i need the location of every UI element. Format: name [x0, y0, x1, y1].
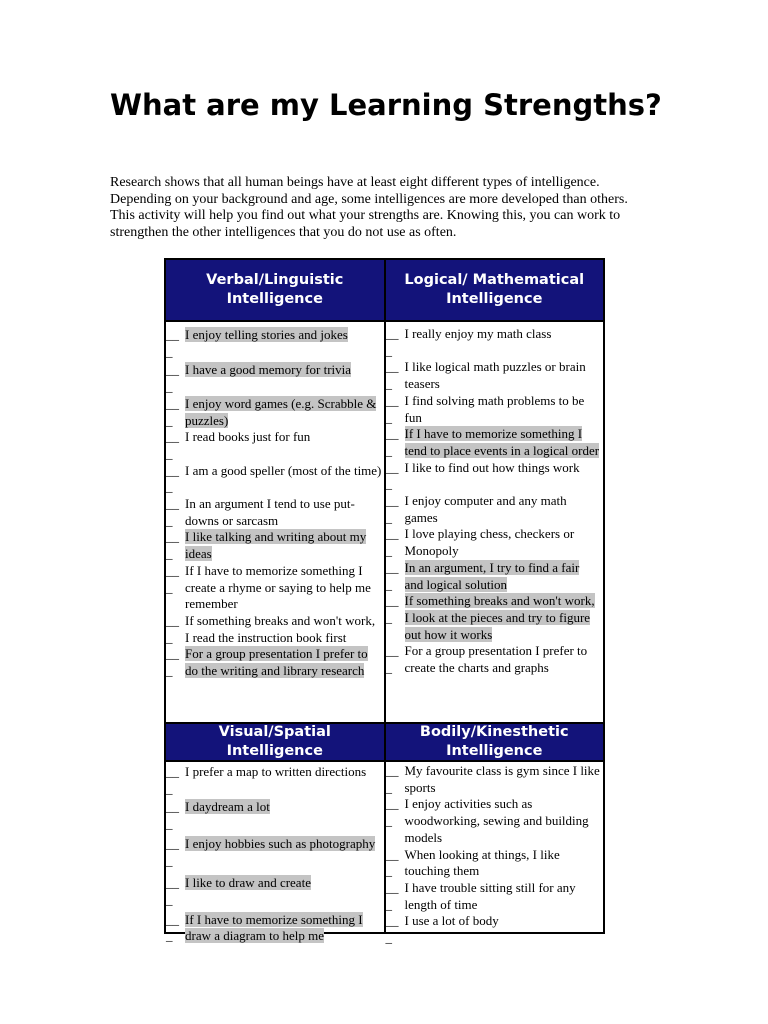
- item-text: [185, 646, 384, 679]
- checklist-item: [166, 912, 384, 945]
- item-text: [185, 799, 384, 832]
- item-text: [185, 836, 384, 869]
- item-label: I like to draw and create: [185, 875, 311, 891]
- item-label: For a group presentation I prefer to create the charts and graphs: [404, 643, 588, 676]
- item-label: I use a lot of body: [404, 913, 499, 929]
- checklist-item: [386, 913, 604, 946]
- bodily-kinesthetic-heading: Bodily/Kinesthetic Intelligence: [384, 722, 604, 762]
- item-label: If something breaks and won't work, I read the instruction book first: [185, 612, 376, 645]
- checkbox-blank[interactable]: __ _: [166, 835, 179, 868]
- verbal-linguistic-checklist: [166, 322, 384, 722]
- verbal-linguistic-heading: Verbal/Linguistic Intelligence: [166, 260, 384, 322]
- checklist-item: [386, 763, 604, 796]
- item-label: I enjoy activities such as woodworking, sewing and building models: [404, 796, 589, 845]
- checkbox-blank[interactable]: __ _: [385, 559, 399, 592]
- bodily-kinesthetic-checklist: [384, 762, 604, 946]
- checklist-item: [386, 359, 604, 392]
- checklist-item: [166, 496, 384, 529]
- checklist-row: [166, 322, 603, 722]
- item-text: [185, 912, 384, 945]
- header-row: [166, 722, 603, 762]
- checklist-item: [386, 326, 604, 359]
- item-label: When looking at things, I like touching them: [404, 846, 560, 879]
- checkbox-blank[interactable]: __ _: [385, 526, 399, 559]
- item-text: [185, 764, 384, 797]
- visual-spatial-heading: Visual/Spatial Intelligence: [166, 722, 384, 762]
- item-label: If something breaks and won't work, I look at the pieces and try to figure out how it works: [404, 593, 595, 642]
- checkbox-blank[interactable]: __ _: [166, 875, 179, 907]
- checklist-item: [166, 396, 384, 429]
- item-text: [405, 880, 604, 913]
- checkbox-blank[interactable]: __ _: [166, 496, 179, 528]
- item-label: I enjoy word games (e.g. Scrabble & puzzles): [185, 395, 377, 428]
- checkbox-blank[interactable]: __ _: [166, 429, 179, 461]
- checkbox-blank[interactable]: __ _: [385, 643, 399, 676]
- item-text: [185, 429, 384, 462]
- item-label: I love playing chess, checkers or Monopoly: [404, 526, 575, 559]
- checklist-item: [386, 643, 604, 676]
- item-label: I prefer a map to written directions: [185, 764, 367, 779]
- checkbox-blank[interactable]: __ _: [385, 593, 399, 625]
- checkbox-blank[interactable]: __ _: [166, 362, 179, 395]
- checkbox-blank[interactable]: __ _: [385, 426, 399, 458]
- checkbox-blank[interactable]: __ _: [385, 879, 399, 912]
- checklist-item: [386, 526, 604, 559]
- item-label: I enjoy telling stories and jokes: [185, 327, 348, 342]
- item-label: I like to find out how things work: [404, 459, 580, 475]
- checkbox-blank[interactable]: __ _: [385, 796, 399, 829]
- checkbox-blank[interactable]: __ _: [166, 911, 179, 944]
- item-label: I have a good memory for trivia: [185, 362, 352, 378]
- checkbox-blank[interactable]: __ _: [385, 326, 399, 358]
- header-row: [166, 260, 603, 322]
- item-label: In an argument I tend to use put-downs or sarcasm: [185, 496, 355, 528]
- item-text: [405, 913, 604, 946]
- item-text: [185, 496, 384, 529]
- item-label: If I have to memorize something I create a rhyme or saying to help me remember: [185, 562, 371, 612]
- item-text: [405, 493, 604, 526]
- checkbox-blank[interactable]: __ _: [166, 462, 179, 495]
- item-text: [185, 875, 384, 908]
- visual-spatial-checklist: [166, 762, 384, 944]
- checkbox-blank[interactable]: __ _: [166, 395, 179, 428]
- item-label: I like talking and writing about my ideas: [185, 529, 367, 562]
- checklist-item: [166, 529, 384, 562]
- checklist-row: [166, 762, 603, 946]
- checkbox-blank[interactable]: __ _: [385, 359, 399, 392]
- item-text: [185, 463, 384, 496]
- item-label: I really enjoy my math class: [404, 326, 552, 341]
- checklist-item: [166, 362, 384, 395]
- checklist-item: [166, 836, 384, 869]
- checklist-item: [166, 563, 384, 613]
- checklist-item: [386, 393, 604, 426]
- item-text: [185, 529, 384, 562]
- checklist-item: [386, 880, 604, 913]
- item-text: [405, 593, 604, 643]
- logical-mathematical-checklist: [384, 322, 604, 722]
- item-label: If I have to memorize something I draw a diagram to help me: [185, 911, 363, 944]
- item-text: [405, 763, 604, 796]
- checkbox-blank[interactable]: __ _: [385, 493, 399, 525]
- item-label: If I have to memorize something I tend to place events in a logical order: [404, 426, 600, 458]
- item-text: [405, 847, 604, 880]
- intelligence-table: [164, 258, 605, 946]
- checklist-item: [166, 875, 384, 908]
- checkbox-blank[interactable]: __ _: [385, 913, 399, 946]
- item-text: [185, 613, 384, 646]
- checklist-item: [166, 764, 384, 797]
- item-text: [405, 460, 604, 493]
- item-label: In an argument, I try to find a fair and logical solution: [404, 559, 580, 592]
- logical-mathematical-heading: Logical/ Mathematical Intelligence: [384, 260, 604, 322]
- checklist-item: [166, 429, 384, 462]
- checklist-item: [386, 460, 604, 493]
- checkbox-blank[interactable]: __ _: [166, 327, 179, 359]
- checkbox-blank[interactable]: __ _: [385, 763, 399, 795]
- checklist-item: [386, 796, 604, 846]
- item-text: [405, 359, 604, 392]
- checkbox-blank[interactable]: __ _: [166, 764, 179, 796]
- item-text: [405, 326, 604, 359]
- item-label: I enjoy hobbies such as photography: [185, 835, 376, 851]
- checklist-item: [386, 593, 604, 643]
- checkbox-blank[interactable]: __ _: [166, 612, 179, 645]
- item-label: I read books just for fun: [185, 429, 311, 445]
- checklist-item: [386, 493, 604, 526]
- item-text: [405, 393, 604, 426]
- item-text: [405, 426, 604, 459]
- checkbox-blank[interactable]: __ _: [385, 392, 399, 425]
- item-text: [185, 396, 384, 429]
- item-label: I find solving math problems to be fun: [404, 392, 585, 425]
- item-label: I have trouble sitting still for any length of time: [404, 879, 576, 912]
- item-text: [185, 327, 384, 360]
- checkbox-blank[interactable]: __ _: [166, 646, 179, 679]
- checkbox-blank[interactable]: __ _: [166, 799, 179, 832]
- item-text: [405, 560, 604, 593]
- intro-paragraph: Research shows that all human beings have at least eight different types of intelligence. Depending on your background and age, some intelligences are more developed than others. This activity will help you find out what your strengths are. Knowing this, you can work to strengthen the other intelligences that you do not use as often.: [110, 175, 628, 240]
- checklist-item: [166, 646, 384, 679]
- item-label: My favourite class is gym since I like sports: [404, 763, 600, 795]
- item-label: I like logical math puzzles or brain teasers: [404, 359, 586, 392]
- checkbox-blank[interactable]: __ _: [166, 562, 179, 595]
- item-text: [185, 563, 384, 613]
- item-label: I am a good speller (most of the time): [185, 462, 382, 478]
- item-text: [185, 362, 384, 395]
- checklist-item: [386, 560, 604, 593]
- checklist-item: [166, 613, 384, 646]
- checklist-item: [166, 463, 384, 496]
- checkbox-blank[interactable]: __ _: [385, 846, 399, 879]
- checkbox-blank[interactable]: __ _: [166, 529, 179, 562]
- item-text: [405, 526, 604, 559]
- item-text: [405, 796, 604, 846]
- checklist-item: [386, 847, 604, 880]
- checkbox-blank[interactable]: __ _: [385, 459, 399, 492]
- checklist-item: [386, 426, 604, 459]
- checklist-item: [166, 327, 384, 360]
- checklist-item: [166, 799, 384, 832]
- item-text: [405, 643, 604, 676]
- item-label: I daydream a lot: [185, 799, 270, 815]
- page-title: What are my Learning Strengths?: [110, 88, 662, 122]
- item-label: I enjoy computer and any math games: [404, 493, 567, 525]
- item-label: For a group presentation I prefer to do the writing and library research: [185, 646, 368, 679]
